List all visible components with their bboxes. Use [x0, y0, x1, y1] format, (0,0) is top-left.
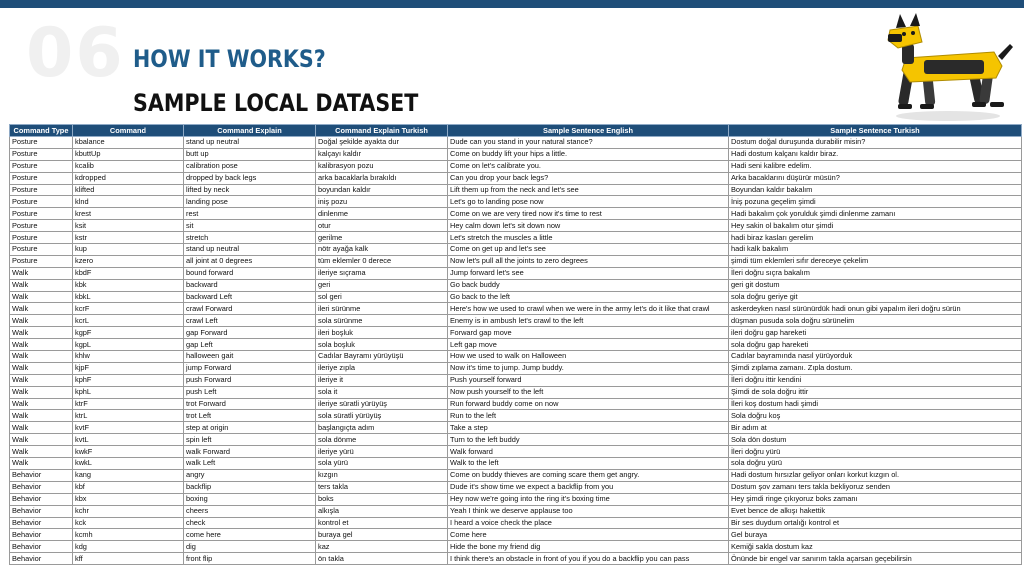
cell-command-type: Posture — [10, 232, 73, 244]
table-row — [10, 362, 1022, 374]
header-sample-sentence-english: Sample Sentence English — [448, 125, 729, 137]
cell-sample-sentence-turkish: ileri doğru gap hareketi — [729, 327, 1022, 339]
cell-command: kstr — [73, 232, 184, 244]
cell-sample-sentence-english: Hey now we're going into the ring it's boxing time — [448, 493, 729, 505]
cell-command-explain-turkish: Cadılar Bayramı yürüyüşü — [316, 351, 448, 363]
table-row — [10, 517, 1022, 529]
cell-sample-sentence-english: Run to the left — [448, 410, 729, 422]
table-row — [10, 220, 1022, 232]
cell-command-type: Posture — [10, 220, 73, 232]
cell-command-explain-turkish: ileri boşluk — [316, 327, 448, 339]
cell-command-explain-turkish: boks — [316, 493, 448, 505]
cell-sample-sentence-turkish: hadi biraz kasları gerelim — [729, 232, 1022, 244]
slide-subtitle: SAMPLE LOCAL DATASET — [133, 89, 419, 117]
cell-command-explain-turkish: ileriye süratli yürüyüş — [316, 398, 448, 410]
cell-sample-sentence-turkish: Hadi dostum kalçanı kaldır biraz. — [729, 148, 1022, 160]
cell-command-explain-turkish: dinlenme — [316, 208, 448, 220]
cell-command-explain: trot Left — [184, 410, 316, 422]
cell-command: kbk — [73, 279, 184, 291]
table-row — [10, 303, 1022, 315]
cell-sample-sentence-turkish: Kemiği sakla dostum kaz — [729, 541, 1022, 553]
table-row — [10, 208, 1022, 220]
header-command-explain-turkish: Command Explain Turkish — [316, 125, 448, 137]
cell-sample-sentence-turkish: Hadi bakalım çok yorulduk şimdi dinlenme zamanı — [729, 208, 1022, 220]
cell-command-explain: rest — [184, 208, 316, 220]
cell-command-explain-turkish: ileriye it — [316, 374, 448, 386]
cell-command-type: Behavior — [10, 469, 73, 481]
cell-command: kvtF — [73, 422, 184, 434]
cell-command-explain-turkish: arka bacaklarla bırakıldı — [316, 172, 448, 184]
cell-sample-sentence-turkish: Sola doğru koş — [729, 410, 1022, 422]
cell-sample-sentence-turkish: sola doğru gap hareketi — [729, 339, 1022, 351]
table-row — [10, 529, 1022, 541]
cell-sample-sentence-turkish: Sola dön dostum — [729, 434, 1022, 446]
table-row — [10, 386, 1022, 398]
cell-command: kck — [73, 517, 184, 529]
cell-sample-sentence-english: Walk forward — [448, 446, 729, 458]
cell-sample-sentence-turkish: Gel buraya — [729, 529, 1022, 541]
cell-sample-sentence-turkish: Hey sakin ol bakalım otur şimdi — [729, 220, 1022, 232]
cell-sample-sentence-english: I think there's an obstacle in front of you if you do a backflip you can pass — [448, 553, 729, 565]
cell-command: kcrF — [73, 303, 184, 315]
header-sample-sentence-turkish: Sample Sentence Turkish — [729, 125, 1022, 137]
cell-sample-sentence-turkish: geri git dostum — [729, 279, 1022, 291]
cell-command-explain: step at origin — [184, 422, 316, 434]
cell-command-explain-turkish: boyundan kaldır — [316, 184, 448, 196]
cell-sample-sentence-english: I heard a voice check the place — [448, 517, 729, 529]
cell-command-explain: backward Left — [184, 291, 316, 303]
cell-command-explain: spin left — [184, 434, 316, 446]
slide-number: 06 — [26, 14, 125, 93]
cell-command-explain: trot Forward — [184, 398, 316, 410]
table-row — [10, 196, 1022, 208]
cell-command-explain: dropped by back legs — [184, 172, 316, 184]
cell-command-explain: crawl Forward — [184, 303, 316, 315]
table-row — [10, 148, 1022, 160]
cell-command-explain-turkish: gerilme — [316, 232, 448, 244]
cell-command-type: Walk — [10, 446, 73, 458]
table-row — [10, 493, 1022, 505]
cell-command: kchr — [73, 505, 184, 517]
cell-command-type: Posture — [10, 172, 73, 184]
cell-command-explain: cheers — [184, 505, 316, 517]
cell-command-explain-turkish: buraya gel — [316, 529, 448, 541]
cell-sample-sentence-turkish: Hey şimdi ringe çıkıyoruz boks zamanı — [729, 493, 1022, 505]
table-row — [10, 267, 1022, 279]
cell-command-type: Walk — [10, 339, 73, 351]
cell-sample-sentence-english: Left gap move — [448, 339, 729, 351]
cell-sample-sentence-english: Hey calm down let's sit down now — [448, 220, 729, 232]
table-row — [10, 434, 1022, 446]
cell-sample-sentence-turkish: İleri doğru sıçra bakalım — [729, 267, 1022, 279]
cell-command-explain: dig — [184, 541, 316, 553]
cell-command: klnd — [73, 196, 184, 208]
cell-command-type: Walk — [10, 422, 73, 434]
cell-command-type: Posture — [10, 208, 73, 220]
table-row — [10, 446, 1022, 458]
cell-command-explain: front flip — [184, 553, 316, 565]
cell-sample-sentence-english: Let's stretch the muscles a little — [448, 232, 729, 244]
cell-command-explain-turkish: ileriye zıpla — [316, 362, 448, 374]
cell-command-explain: gap Left — [184, 339, 316, 351]
cell-command-explain-turkish: ters takla — [316, 481, 448, 493]
cell-command-type: Walk — [10, 327, 73, 339]
cell-command-explain-turkish: otur — [316, 220, 448, 232]
cell-command-explain: boxing — [184, 493, 316, 505]
table-row — [10, 351, 1022, 363]
cell-command-explain-turkish: sol geri — [316, 291, 448, 303]
cell-command-explain: crawl Left — [184, 315, 316, 327]
table-row — [10, 279, 1022, 291]
table-row — [10, 458, 1022, 470]
cell-command: kdropped — [73, 172, 184, 184]
table-row — [10, 469, 1022, 481]
table-body — [10, 137, 1022, 565]
cell-command-type: Posture — [10, 160, 73, 172]
cell-command-type: Walk — [10, 279, 73, 291]
cell-command-explain-turkish: sola sürünme — [316, 315, 448, 327]
cell-command-explain: calibration pose — [184, 160, 316, 172]
cell-command-explain: push Left — [184, 386, 316, 398]
slide-title: HOW IT WORKS? — [133, 45, 326, 73]
cell-command: kbx — [73, 493, 184, 505]
cell-command-explain-turkish: sola süratli yürüyüş — [316, 410, 448, 422]
cell-sample-sentence-turkish: Önünde bir engel var sanırım takla açarsan geçebilirsin — [729, 553, 1022, 565]
cell-command-type: Walk — [10, 398, 73, 410]
cell-command-type: Walk — [10, 458, 73, 470]
cell-command-type: Posture — [10, 255, 73, 267]
cell-command-type: Walk — [10, 291, 73, 303]
table-row — [10, 339, 1022, 351]
cell-command-explain-turkish: geri — [316, 279, 448, 291]
cell-command-explain: walk Left — [184, 458, 316, 470]
cell-command-explain-turkish: ileriye sıçrama — [316, 267, 448, 279]
cell-command-explain: lifted by neck — [184, 184, 316, 196]
table-row — [10, 172, 1022, 184]
cell-sample-sentence-turkish: İleri doğru yürü — [729, 446, 1022, 458]
cell-command-explain-turkish: ileri sürünme — [316, 303, 448, 315]
cell-command-type: Behavior — [10, 529, 73, 541]
cell-command-type: Posture — [10, 184, 73, 196]
table-row — [10, 184, 1022, 196]
cell-sample-sentence-english: Hide the bone my friend dig — [448, 541, 729, 553]
cell-command-type: Behavior — [10, 505, 73, 517]
header-command: Command — [73, 125, 184, 137]
cell-command-explain-turkish: kontrol et — [316, 517, 448, 529]
cell-sample-sentence-english: Can you drop your back legs? — [448, 172, 729, 184]
cell-command-explain-turkish: sola it — [316, 386, 448, 398]
cell-command-explain: stretch — [184, 232, 316, 244]
cell-command-explain: gap Forward — [184, 327, 316, 339]
cell-sample-sentence-english: Let's go to landing pose now — [448, 196, 729, 208]
cell-sample-sentence-turkish: Dostum şov zamanı ters takla bekliyoruz senden — [729, 481, 1022, 493]
cell-command-type: Walk — [10, 303, 73, 315]
cell-sample-sentence-turkish: Evet bence de alkışı hakettik — [729, 505, 1022, 517]
cell-sample-sentence-english: Dude can you stand in your natural stance? — [448, 137, 729, 149]
cell-command-type: Behavior — [10, 517, 73, 529]
cell-command-explain-turkish: ileriye yürü — [316, 446, 448, 458]
cell-sample-sentence-english: Come here — [448, 529, 729, 541]
cell-command-type: Behavior — [10, 493, 73, 505]
cell-sample-sentence-turkish: Cadılar bayramında nasıl yürüyorduk — [729, 351, 1022, 363]
cell-sample-sentence-turkish: Boyundan kaldır bakalım — [729, 184, 1022, 196]
cell-command-explain: stand up neutral — [184, 137, 316, 149]
cell-command-type: Walk — [10, 315, 73, 327]
cell-command: kbkL — [73, 291, 184, 303]
table-row — [10, 327, 1022, 339]
cell-command: kwkL — [73, 458, 184, 470]
cell-command-explain: jump Forward — [184, 362, 316, 374]
cell-sample-sentence-english: Run forward buddy come on now — [448, 398, 729, 410]
cell-sample-sentence-english: Dude it's show time we expect a backflip from you — [448, 481, 729, 493]
cell-command-explain-turkish: nötr ayağa kalk — [316, 244, 448, 256]
cell-sample-sentence-turkish: Şimdi de sola doğru ittir — [729, 386, 1022, 398]
cell-sample-sentence-turkish: düşman pusuda sola doğru sürünelim — [729, 315, 1022, 327]
cell-sample-sentence-english: Jump forward let's see — [448, 267, 729, 279]
cell-sample-sentence-english: Come on we are very tired now it's time to rest — [448, 208, 729, 220]
cell-sample-sentence-english: How we used to walk on Halloween — [448, 351, 729, 363]
cell-sample-sentence-turkish: İleri doğru ittir kendini — [729, 374, 1022, 386]
cell-sample-sentence-english: Come on buddy lift your hips a little. — [448, 148, 729, 160]
cell-command-type: Walk — [10, 386, 73, 398]
cell-command: kwkF — [73, 446, 184, 458]
cell-command-type: Walk — [10, 267, 73, 279]
cell-sample-sentence-english: Come on get up and let's see — [448, 244, 729, 256]
table-header-row — [10, 125, 1022, 137]
cell-sample-sentence-english: Walk to the left — [448, 458, 729, 470]
cell-command: kcrL — [73, 315, 184, 327]
cell-command: kang — [73, 469, 184, 481]
cell-command-explain-turkish: sola boşluk — [316, 339, 448, 351]
cell-sample-sentence-english: Lift them up from the neck and let's see — [448, 184, 729, 196]
cell-command-explain: sit — [184, 220, 316, 232]
cell-command: kbuttUp — [73, 148, 184, 160]
cell-sample-sentence-english: Enemy is in ambush let's crawl to the left — [448, 315, 729, 327]
cell-sample-sentence-turkish: Arka bacaklarını düşürür müsün? — [729, 172, 1022, 184]
top-accent-bar — [0, 0, 1024, 8]
cell-command: ktrF — [73, 398, 184, 410]
cell-command-type: Walk — [10, 374, 73, 386]
cell-command-type: Behavior — [10, 481, 73, 493]
cell-sample-sentence-english: Take a step — [448, 422, 729, 434]
cell-sample-sentence-turkish: Bir adım at — [729, 422, 1022, 434]
cell-sample-sentence-english: Yeah I think we deserve applause too — [448, 505, 729, 517]
cell-command-explain: backward — [184, 279, 316, 291]
cell-command: kup — [73, 244, 184, 256]
cell-command: ksit — [73, 220, 184, 232]
cell-sample-sentence-english: Push yourself forward — [448, 374, 729, 386]
cell-command-explain: angry — [184, 469, 316, 481]
cell-command: khlw — [73, 351, 184, 363]
cell-command-type: Posture — [10, 148, 73, 160]
cell-command: kcmh — [73, 529, 184, 541]
cell-command: kgpL — [73, 339, 184, 351]
cell-command-explain-turkish: sola dönme — [316, 434, 448, 446]
cell-command-explain: halloween gait — [184, 351, 316, 363]
table-row — [10, 410, 1022, 422]
cell-command-explain: come here — [184, 529, 316, 541]
robot-dog-image — [876, 8, 1020, 124]
cell-command-explain-turkish: kalçayı kaldır — [316, 148, 448, 160]
table-row — [10, 541, 1022, 553]
cell-command-explain-turkish: sola yürü — [316, 458, 448, 470]
cell-command: kff — [73, 553, 184, 565]
cell-command-explain-turkish: tüm eklemler 0 derece — [316, 255, 448, 267]
cell-sample-sentence-english: Turn to the left buddy — [448, 434, 729, 446]
cell-command: kdg — [73, 541, 184, 553]
table-row — [10, 553, 1022, 565]
cell-sample-sentence-english: Forward gap move — [448, 327, 729, 339]
cell-sample-sentence-turkish: İniş pozuna geçelim şimdi — [729, 196, 1022, 208]
cell-command-explain: push Forward — [184, 374, 316, 386]
table-row — [10, 160, 1022, 172]
cell-command: krest — [73, 208, 184, 220]
cell-command: kzero — [73, 255, 184, 267]
cell-sample-sentence-english: Come on let's calibrate you. — [448, 160, 729, 172]
table-row — [10, 137, 1022, 149]
cell-sample-sentence-english: Here's how we used to crawl when we were in the army let's do it like that crawl — [448, 303, 729, 315]
cell-sample-sentence-english: Now it's time to jump. Jump buddy. — [448, 362, 729, 374]
cell-sample-sentence-english: Go back buddy — [448, 279, 729, 291]
cell-command-type: Walk — [10, 410, 73, 422]
table-row — [10, 244, 1022, 256]
cell-command-explain-turkish: iniş pozu — [316, 196, 448, 208]
header-command-explain: Command Explain — [184, 125, 316, 137]
cell-command: ktrL — [73, 410, 184, 422]
table-row — [10, 422, 1022, 434]
cell-sample-sentence-english: Now push yourself to the left — [448, 386, 729, 398]
cell-command-explain: bound forward — [184, 267, 316, 279]
cell-command: kcalib — [73, 160, 184, 172]
cell-sample-sentence-english: Now let's pull all the joints to zero degrees — [448, 255, 729, 267]
cell-command: kvtL — [73, 434, 184, 446]
cell-command: kbdF — [73, 267, 184, 279]
table-row — [10, 374, 1022, 386]
cell-command: kjpF — [73, 362, 184, 374]
table-row — [10, 232, 1022, 244]
cell-sample-sentence-turkish: hadi kalk bakalım — [729, 244, 1022, 256]
table-row — [10, 481, 1022, 493]
cell-command-explain-turkish: kızgın — [316, 469, 448, 481]
cell-sample-sentence-english: Come on buddy thieves are coming scare them get angry. — [448, 469, 729, 481]
cell-command: kbf — [73, 481, 184, 493]
cell-command-explain-turkish: başlangıçta adım — [316, 422, 448, 434]
cell-sample-sentence-turkish: Hadi seni kalibre edelim. — [729, 160, 1022, 172]
table-row — [10, 315, 1022, 327]
cell-sample-sentence-turkish: sola doğru geriye git — [729, 291, 1022, 303]
cell-command-type: Behavior — [10, 553, 73, 565]
cell-sample-sentence-english: Go back to the left — [448, 291, 729, 303]
cell-command-explain: check — [184, 517, 316, 529]
cell-command-explain: butt up — [184, 148, 316, 160]
table-row — [10, 505, 1022, 517]
cell-command: kphL — [73, 386, 184, 398]
cell-sample-sentence-turkish: sola doğru yürü — [729, 458, 1022, 470]
table-row — [10, 255, 1022, 267]
cell-command: kphF — [73, 374, 184, 386]
cell-sample-sentence-turkish: İleri koş dostum hadi şimdi — [729, 398, 1022, 410]
cell-command-type: Posture — [10, 137, 73, 149]
dataset-table — [9, 124, 1022, 565]
cell-sample-sentence-turkish: Şimdi zıplama zamanı. Zıpla dostum. — [729, 362, 1022, 374]
cell-command: klifted — [73, 184, 184, 196]
cell-command-explain-turkish: ön takla — [316, 553, 448, 565]
cell-sample-sentence-turkish: askerdeyken nasıl sürünürdük hadi onun gibi yapalım ileri doğru sürün — [729, 303, 1022, 315]
table-row — [10, 291, 1022, 303]
header-command-type: Command Type — [10, 125, 73, 137]
cell-command-explain-turkish: alkışla — [316, 505, 448, 517]
cell-command-type: Walk — [10, 362, 73, 374]
cell-sample-sentence-turkish: Bir ses duydum ortalığı kontrol et — [729, 517, 1022, 529]
cell-command-explain-turkish: Doğal şekilde ayakta dur — [316, 137, 448, 149]
cell-sample-sentence-turkish: Dostum doğal duruşunda durabilir misin? — [729, 137, 1022, 149]
cell-command-type: Posture — [10, 196, 73, 208]
cell-command-explain-turkish: kaz — [316, 541, 448, 553]
cell-command-explain: walk Forward — [184, 446, 316, 458]
table-row — [10, 398, 1022, 410]
cell-command-type: Walk — [10, 434, 73, 446]
cell-command-explain: backflip — [184, 481, 316, 493]
cell-command: kgpF — [73, 327, 184, 339]
cell-command-type: Walk — [10, 351, 73, 363]
cell-command-type: Behavior — [10, 541, 73, 553]
cell-command-explain-turkish: kalibrasyon pozu — [316, 160, 448, 172]
cell-command-explain: stand up neutral — [184, 244, 316, 256]
cell-command: kbalance — [73, 137, 184, 149]
cell-sample-sentence-turkish: Hadi dostum hırsızlar geliyor onları korkut kızgın ol. — [729, 469, 1022, 481]
cell-command-type: Posture — [10, 244, 73, 256]
cell-sample-sentence-turkish: şimdi tüm eklemleri sıfır dereceye çekelim — [729, 255, 1022, 267]
cell-command-explain: all joint at 0 degrees — [184, 255, 316, 267]
cell-command-explain: landing pose — [184, 196, 316, 208]
